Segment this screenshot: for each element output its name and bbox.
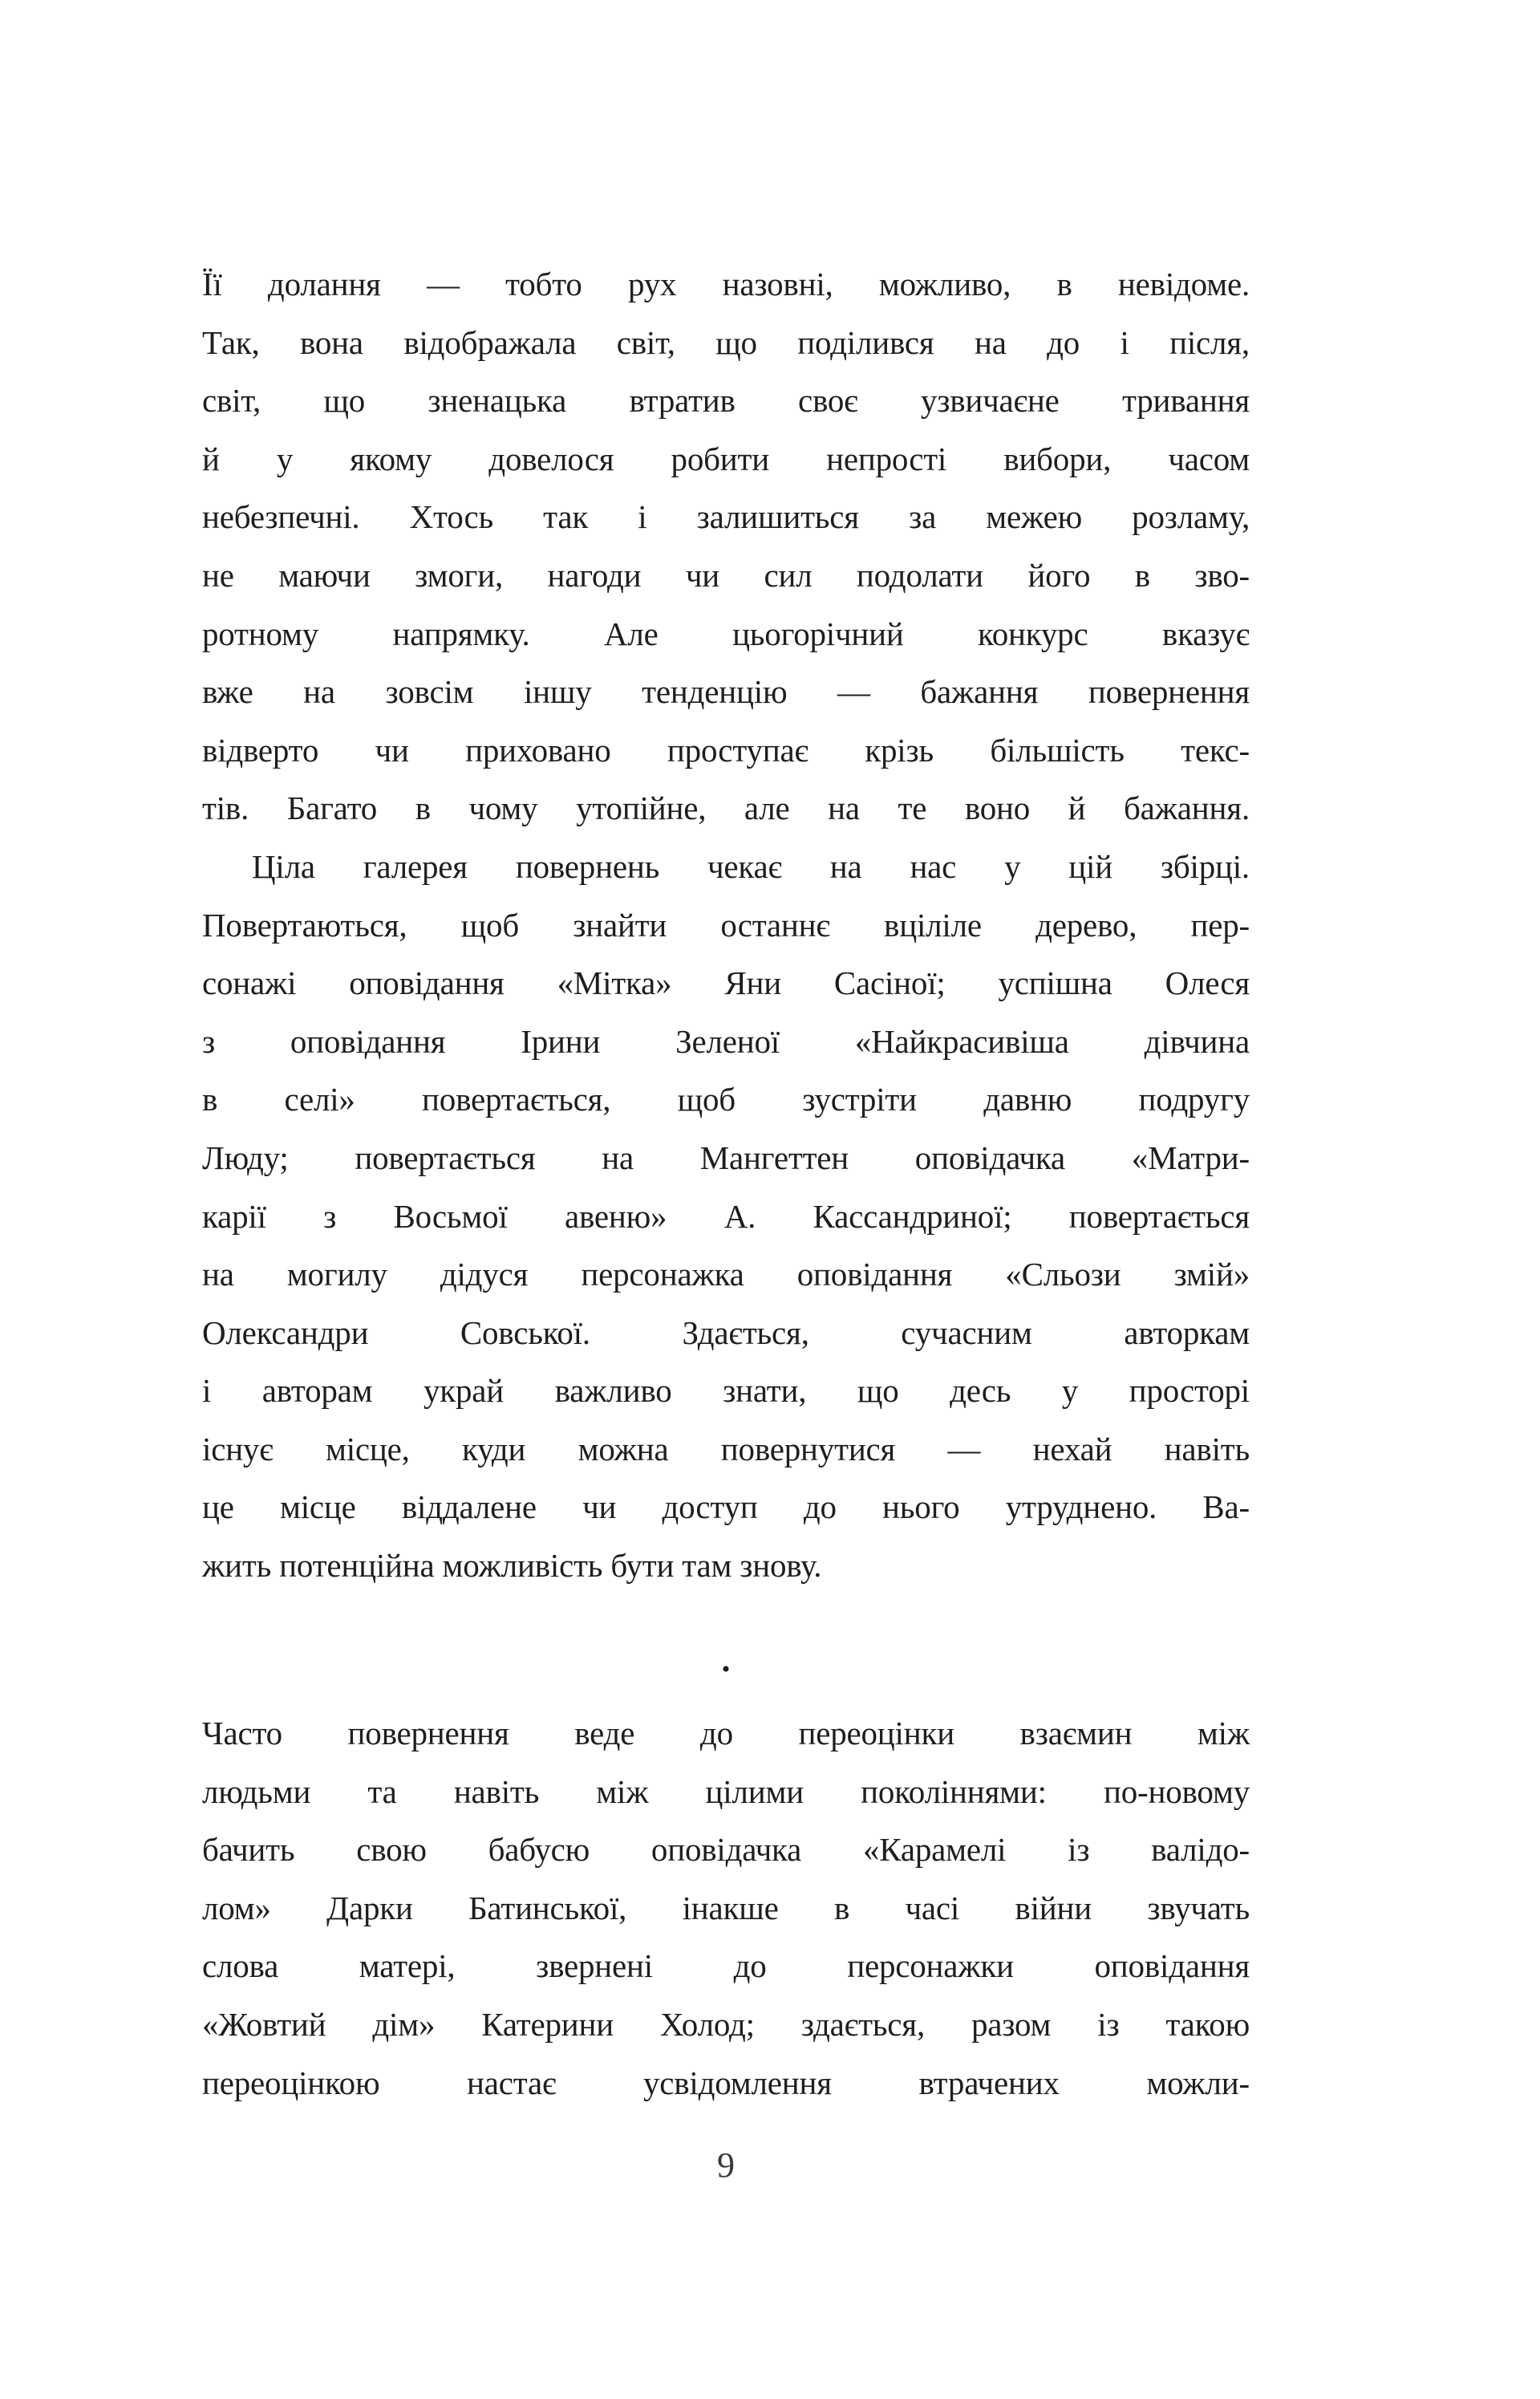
text-line: переоцінкою настає усвідомлення втрачених можли- bbox=[202, 2064, 1250, 2101]
text-line: лом» Дарки Батинської, інакше в часі війни звучать bbox=[202, 1889, 1250, 1926]
text-line: Олександри Совської. Здається, сучасним авторкам bbox=[202, 1313, 1250, 1351]
paragraph-reassessment bbox=[202, 1704, 1250, 2112]
text-line: сонажі оповідання «Мітка» Яни Сасіної; успішна Олеся bbox=[202, 964, 1250, 1002]
text-line: й у якому довелося робити непрості вибори, часом bbox=[202, 440, 1250, 477]
text-line: існує місце, куди можна повернутися — нехай навіть bbox=[202, 1430, 1250, 1467]
text-line: не маючи змоги, нагоди чи сил подолати його в зво- bbox=[202, 556, 1250, 594]
text-line: на могилу дідуся персонажка оповідання «Сльози змій» bbox=[202, 1256, 1250, 1293]
text-line: карії з Восьмої авеню» А. Кассандриної; повертається bbox=[202, 1197, 1250, 1235]
text-line: небезпечні. Хтось так і залишиться за межею розламу, bbox=[202, 498, 1250, 536]
section-2 bbox=[202, 1704, 1250, 2112]
text-line: це місце віддалене чи доступ до нього утруднено. Ва- bbox=[202, 1488, 1250, 1526]
section-1 bbox=[202, 255, 1250, 1595]
text-line: жить потенційна можливість бути там знову. bbox=[202, 1547, 822, 1585]
text-line: Так, вона відображала світ, що поділився на до і після, bbox=[202, 323, 1250, 361]
text-line: Часто повернення веде до переоцінки взаємин між bbox=[202, 1715, 1250, 1752]
text-line: слова матері, звернені до персонажки оповідання bbox=[202, 1947, 1250, 1985]
section-separator: • bbox=[721, 1656, 731, 1683]
text-line: бачить свою бабусю оповідачка «Карамелі із валідо- bbox=[202, 1831, 1250, 1869]
text-line: світ, що зненацька втратив своє узвичаєне тривання bbox=[202, 382, 1250, 420]
paragraph-continuation bbox=[202, 255, 1250, 838]
text-line: людьми та навіть між цілими поколіннями: по-новому bbox=[202, 1772, 1250, 1810]
text-line: і авторам украй важливо знати, що десь у просторі bbox=[202, 1372, 1250, 1410]
text-line: вже на зовсім іншу тенденцію — бажання повернення bbox=[202, 673, 1250, 711]
text-line: Ціла галерея повернень чекає на нас у цій збірці. bbox=[252, 847, 1250, 885]
text-line: ротному напрямку. Але цьогорічний конкурс вказує bbox=[202, 615, 1250, 652]
text-line: в селі» повертається, щоб зустріти давню подругу bbox=[202, 1081, 1250, 1118]
text-line: Люду; повертається на Мангеттен оповідачка «Матри- bbox=[202, 1139, 1250, 1176]
paragraph-gallery-of-returns bbox=[202, 838, 1250, 1595]
book-page bbox=[202, 255, 1250, 2185]
text-line: тів. Багато в чому утопійне, але на те воно й бажання. bbox=[202, 790, 1250, 827]
page-number: 9 bbox=[717, 2145, 735, 2185]
text-line: відверто чи приховано проступає крізь більшість текс- bbox=[202, 731, 1250, 769]
text-line: з оповідання Ірини Зеленої «Найкрасивіша дівчина bbox=[202, 1022, 1250, 1060]
text-line: Її долання — тобто рух назовні, можливо, в невідоме. bbox=[202, 266, 1250, 302]
text-line: Повертаються, щоб знайти останнє вціліле дерево, пер- bbox=[202, 906, 1250, 944]
text-line: «Жовтий дім» Катерини Холод; здається, разом із такою bbox=[202, 2005, 1250, 2043]
